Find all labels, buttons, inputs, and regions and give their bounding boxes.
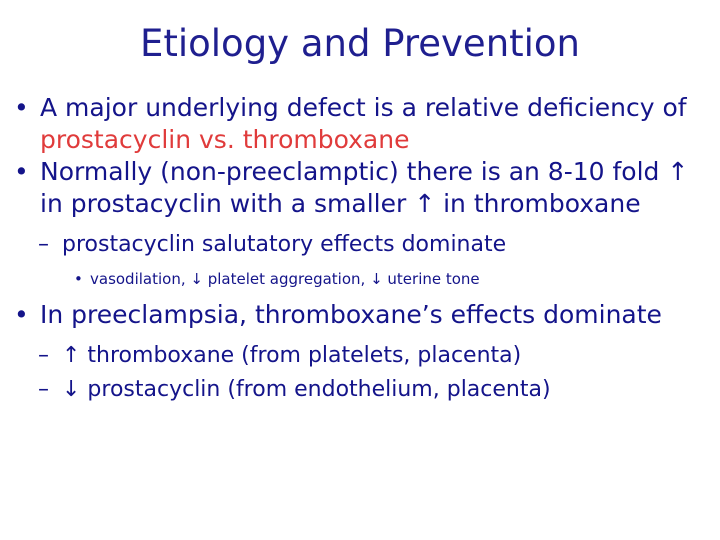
- bullet-text: in thromboxane: [435, 189, 641, 218]
- subsub-text: vasodilation,: [90, 270, 191, 288]
- down-arrow-icon: ↓: [62, 377, 81, 402]
- subsub-item-effects: [14, 269, 714, 289]
- dash-icon: –: [38, 377, 49, 402]
- bullet-text: in prostacyclin with a smaller: [40, 189, 415, 218]
- bullet-text: A major underlying defect is a relative deficiency of: [40, 93, 687, 122]
- subsub-text: platelet aggregation,: [202, 270, 371, 288]
- highlight-text: prostacyclin vs. thromboxane: [40, 125, 410, 154]
- slide-title: Etiology and Prevention: [139, 22, 581, 65]
- sub-text: prostacyclin salutatory effects dominate: [62, 232, 507, 257]
- sub-text: prostacyclin (from endothelium, placenta): [80, 377, 551, 402]
- subsub-text: uterine tone: [382, 270, 480, 288]
- bullet-icon: •: [14, 300, 29, 329]
- bullet-item-deficiency: [14, 92, 714, 156]
- bullet-icon: •: [74, 270, 83, 288]
- bullet-text: Normally (non-preeclamptic) there is an 8-10 fold: [40, 157, 668, 186]
- sub-text: thromboxane (from platelets, placenta): [80, 343, 522, 368]
- up-arrow-icon: ↑: [667, 157, 689, 186]
- bullet-icon: •: [14, 93, 29, 122]
- dash-icon: –: [38, 343, 49, 368]
- bullet-item-preeclampsia: [14, 299, 714, 331]
- down-arrow-icon: ↓: [190, 270, 203, 288]
- sub-item-salutatory: [14, 230, 714, 259]
- dash-icon: –: [38, 232, 49, 257]
- up-arrow-icon: ↑: [62, 343, 81, 368]
- bullet-icon: •: [14, 157, 29, 186]
- bullet-text: In preeclampsia, thromboxane’s effects dominate: [40, 300, 662, 329]
- bullet-item-normal: [14, 156, 714, 220]
- sub-item-prostacyclin: [14, 375, 714, 404]
- slide-body: [14, 90, 714, 404]
- sub-item-thromboxane: [14, 341, 714, 370]
- down-arrow-icon: ↓: [370, 270, 383, 288]
- up-arrow-icon: ↑: [414, 189, 436, 218]
